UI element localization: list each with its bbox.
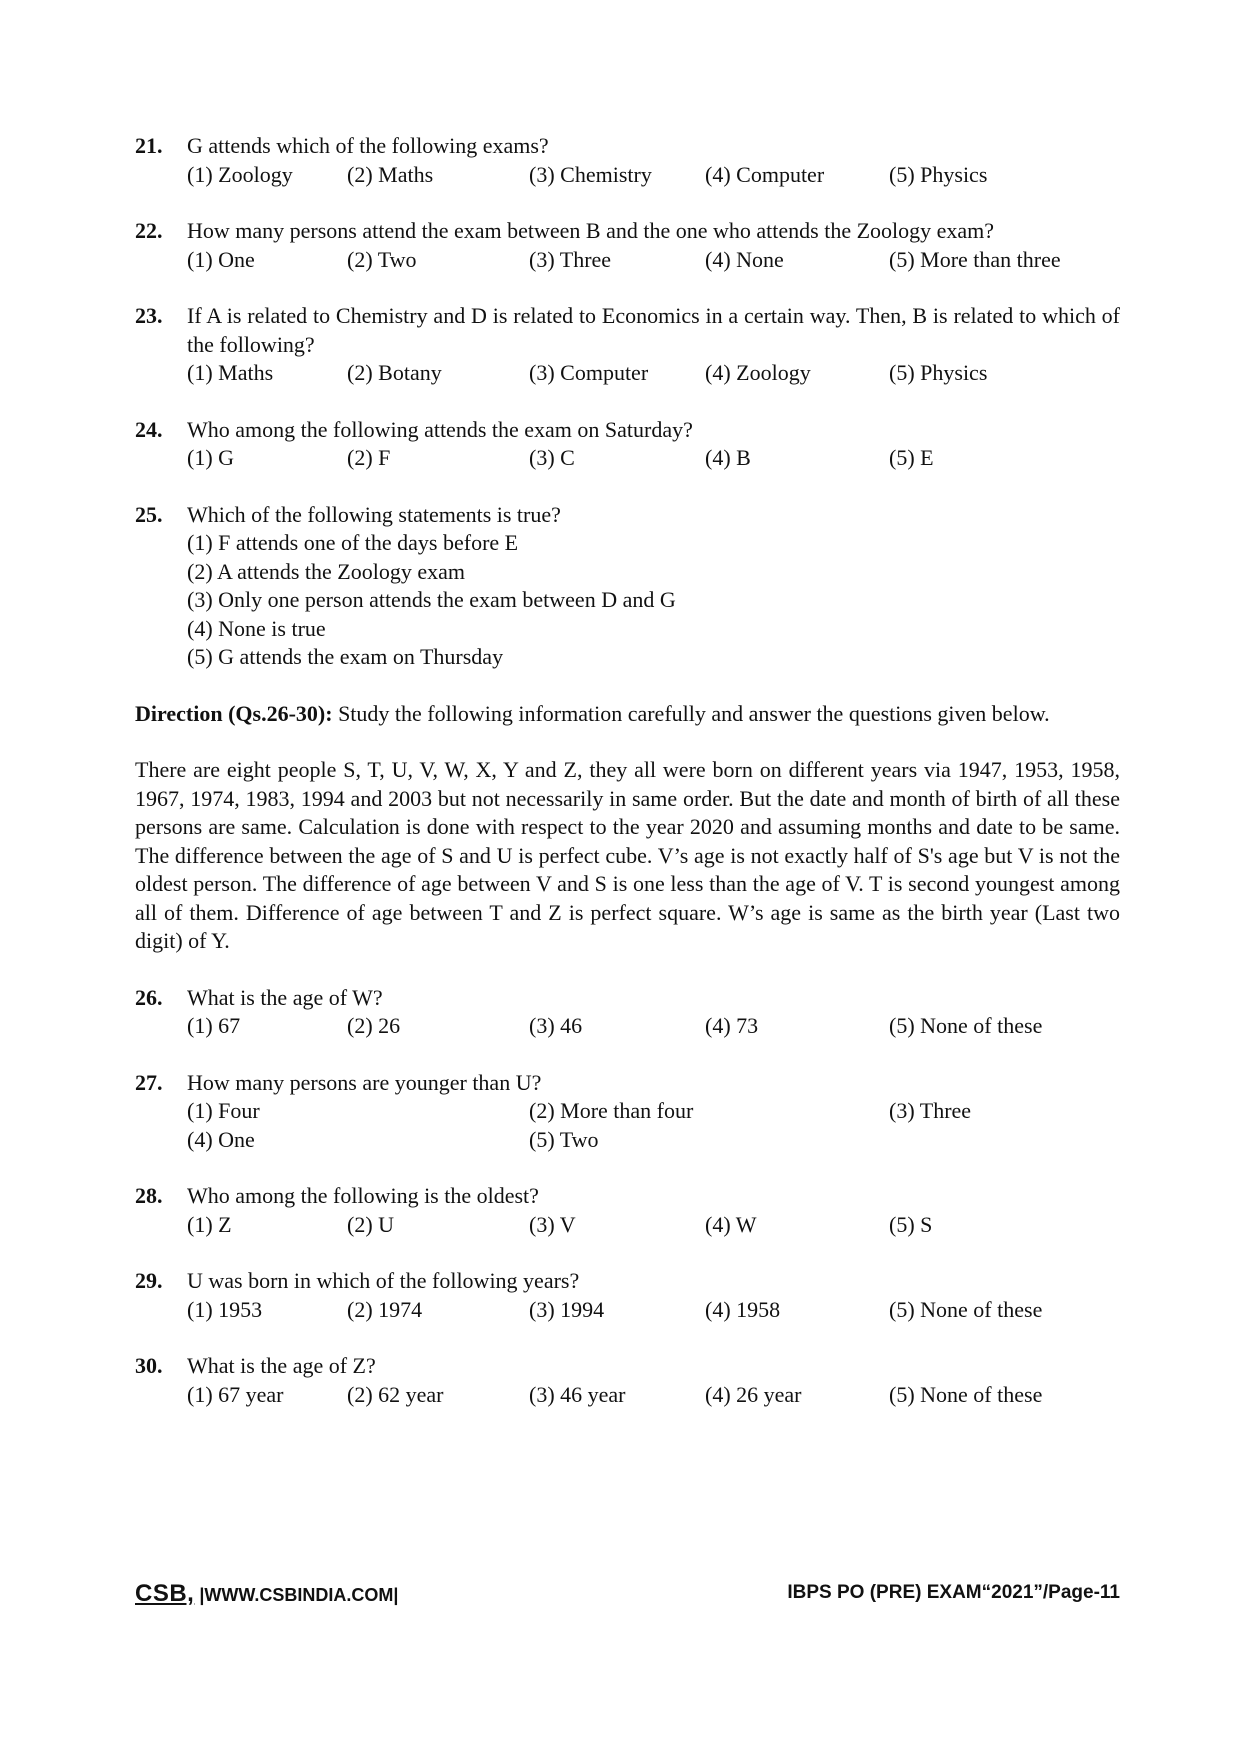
options-row bbox=[187, 1211, 1120, 1240]
question-text: G attends which of the following exams? bbox=[187, 133, 549, 158]
question-text: Who among the following attends the exam on Saturday? bbox=[187, 416, 693, 442]
question-text: How many persons are younger than U? bbox=[187, 1069, 542, 1095]
option: (1) Z bbox=[187, 1211, 232, 1237]
option: (4) One bbox=[187, 1126, 255, 1152]
question-text: U was born in which of the following years? bbox=[187, 1268, 580, 1293]
option: (5) E bbox=[889, 445, 934, 470]
question-number: 23. bbox=[135, 303, 163, 328]
option: (1) G bbox=[187, 445, 235, 470]
options-grid bbox=[187, 1097, 1120, 1126]
page-number: IBPS PO (PRE) EXAM“2021”/Page-11 bbox=[787, 1582, 1120, 1603]
question-text: What is the age of W? bbox=[187, 984, 383, 1010]
option: (2) Two bbox=[347, 246, 417, 272]
option: (1) F attends one of the days before E bbox=[187, 530, 519, 555]
option: (3) Chemistry bbox=[529, 161, 652, 187]
question-24 bbox=[135, 416, 1120, 473]
question-number: 25. bbox=[135, 501, 163, 527]
question-22 bbox=[135, 217, 1120, 274]
option: (3) Three bbox=[889, 1098, 972, 1123]
options-grid bbox=[187, 1126, 1120, 1155]
option: (2) 62 year bbox=[347, 1381, 444, 1407]
question-number: 24. bbox=[135, 416, 163, 442]
option: (2) 26 bbox=[347, 1013, 401, 1038]
question-number: 29. bbox=[135, 1268, 163, 1293]
question-number: 22. bbox=[135, 218, 163, 243]
option: (3) Three bbox=[529, 246, 612, 272]
option: (5) G attends the exam on Thursday bbox=[187, 644, 504, 669]
option: (5) None of these bbox=[889, 1013, 1043, 1038]
question-30 bbox=[135, 1352, 1120, 1409]
option: (2) Botany bbox=[347, 360, 442, 385]
options-row bbox=[187, 246, 1120, 275]
option: (1) Zoology bbox=[187, 161, 293, 187]
options-list bbox=[187, 529, 1120, 672]
question-text: If A is related to Chemistry and D is related to Economics in a certain way. Then, B is related to which of the following? bbox=[187, 303, 1120, 357]
question-text: Which of the following statements is true? bbox=[187, 501, 561, 527]
page-footer bbox=[135, 1580, 1120, 1610]
option: (4) Zoology bbox=[705, 360, 811, 385]
brand-logo-text: CSB, bbox=[135, 1580, 195, 1607]
option: (2) Maths bbox=[347, 161, 434, 187]
option: (2) F bbox=[347, 445, 391, 470]
question-number: 26. bbox=[135, 984, 163, 1010]
question-28 bbox=[135, 1182, 1120, 1239]
direction bbox=[135, 700, 1120, 729]
options-row bbox=[187, 1381, 1120, 1410]
option: (5) Physics bbox=[889, 360, 988, 385]
question-number: 28. bbox=[135, 1183, 163, 1208]
option: (2) U bbox=[347, 1211, 395, 1237]
question-26 bbox=[135, 984, 1120, 1041]
question-number: 30. bbox=[135, 1353, 163, 1378]
question-number: 21. bbox=[135, 133, 163, 158]
options-row bbox=[187, 359, 1120, 388]
option: (5) Two bbox=[529, 1126, 599, 1152]
direction-text: Study the following information carefully and answer the questions given below. bbox=[332, 700, 1050, 726]
option: (2) A attends the Zoology exam bbox=[187, 558, 465, 584]
option: (4) 73 bbox=[705, 1013, 759, 1038]
option: (5) Physics bbox=[889, 161, 988, 187]
question-number: 27. bbox=[135, 1069, 163, 1095]
options-row bbox=[187, 1012, 1120, 1041]
option: (1) One bbox=[187, 246, 255, 272]
passage: There are eight people S, T, U, V, W, X, Y and Z, they all were born on different years via 1947, 1953, 1958, 1967, 1974, 1983, 1994 and 2003 but not necessarily in same order. But the date and month of birth of all these persons are same. Calculation is done with respect to the year 2020 and assuming months and date to be same. The difference between the age of S and U is perfect cube. V’s age is not exactly half of S's age but V is not the oldest person. The difference of age between V and S is one less than the age of V. T is second youngest among all of them. Difference of age between T and Z is perfect square. W’s age is same as the birth year (Last two digit) of Y. bbox=[135, 757, 1120, 953]
option: (3) 1994 bbox=[529, 1296, 605, 1322]
option: (4) B bbox=[705, 445, 751, 470]
option: (5) More than three bbox=[889, 246, 1061, 272]
question-group-a bbox=[135, 132, 1120, 473]
exam-page bbox=[135, 132, 1120, 1437]
option: (2) More than four bbox=[529, 1098, 694, 1123]
option: (3) 46 bbox=[529, 1013, 583, 1038]
question-21 bbox=[135, 132, 1120, 189]
question-text: How many persons attend the exam between B and the one who attends the Zoology exam? bbox=[187, 218, 995, 243]
option: (1) Maths bbox=[187, 360, 274, 385]
option: (5) S bbox=[889, 1211, 933, 1237]
direction-label: Direction (Qs.26-30): bbox=[135, 700, 333, 726]
footer-brand bbox=[135, 1580, 398, 1608]
option: (3) Only one person attends the exam between D and G bbox=[187, 587, 676, 612]
option: (4) 1958 bbox=[705, 1296, 781, 1322]
options-row bbox=[187, 1296, 1120, 1325]
option: (3) 46 year bbox=[529, 1381, 626, 1407]
option: (4) None is true bbox=[187, 615, 326, 641]
question-29 bbox=[135, 1267, 1120, 1324]
question-23 bbox=[135, 302, 1120, 388]
option: (3) Computer bbox=[529, 360, 649, 385]
option: (5) None of these bbox=[889, 1296, 1043, 1322]
question-text: What is the age of Z? bbox=[187, 1353, 376, 1378]
option: (4) None bbox=[705, 246, 784, 272]
option: (3) C bbox=[529, 445, 575, 470]
option: (4) Computer bbox=[705, 161, 825, 187]
question-27 bbox=[135, 1069, 1120, 1155]
option: (4) W bbox=[705, 1211, 757, 1237]
option: (3) V bbox=[529, 1211, 576, 1237]
option: (5) None of these bbox=[889, 1381, 1043, 1407]
option: (2) 1974 bbox=[347, 1296, 423, 1322]
options-row bbox=[187, 161, 1120, 190]
question-text: Who among the following is the oldest? bbox=[187, 1183, 539, 1208]
option: (1) Four bbox=[187, 1098, 260, 1123]
question-group-b bbox=[135, 1182, 1120, 1409]
option: (1) 67 year bbox=[187, 1381, 284, 1407]
website-text: |WWW.CSBINDIA.COM| bbox=[194, 1585, 399, 1605]
option: (1) 1953 bbox=[187, 1296, 263, 1322]
question-25 bbox=[135, 501, 1120, 672]
option: (4) 26 year bbox=[705, 1381, 802, 1407]
options-row bbox=[187, 444, 1120, 473]
option: (1) 67 bbox=[187, 1013, 241, 1038]
